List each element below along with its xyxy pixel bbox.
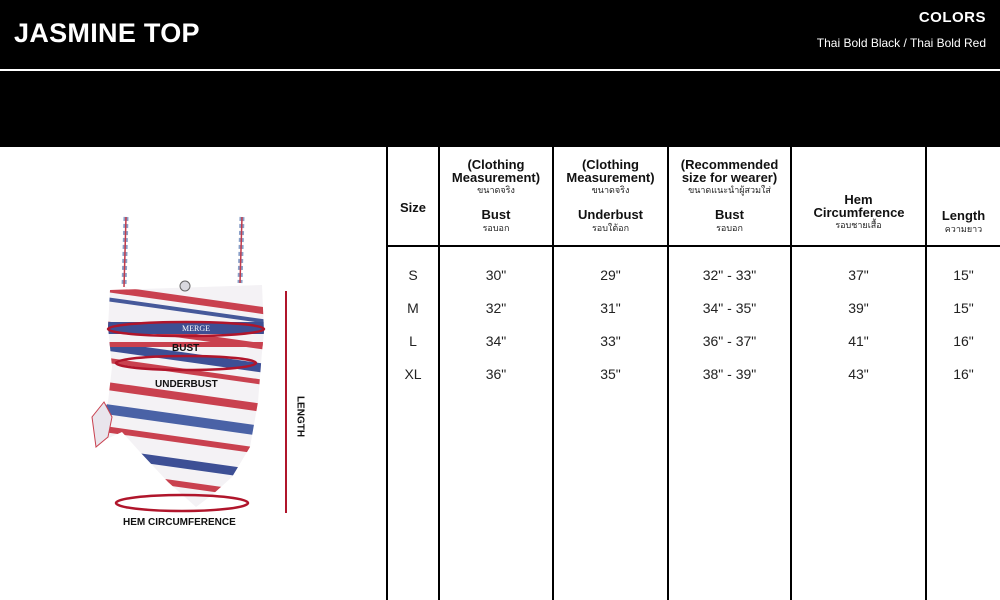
column-header-size xyxy=(388,147,438,245)
hem-label: HEM CIRCUMFERENCE xyxy=(123,517,236,528)
column-header-length xyxy=(927,147,1000,245)
size-cell: XL xyxy=(404,366,422,382)
column-title-thai: รอบใต้อก xyxy=(591,223,630,233)
column-title: Bust xyxy=(481,207,511,222)
column-header-underbust xyxy=(554,147,667,245)
column-note: (Clothing Measurement) xyxy=(451,157,541,185)
measurement-cell: 15" xyxy=(953,267,974,283)
measurement-cell: 15" xyxy=(953,300,974,316)
measurement-cell: 31" xyxy=(600,300,621,316)
brooch-icon xyxy=(180,281,190,291)
underbust-label: UNDERBUST xyxy=(155,379,218,390)
measurement-cell: 33" xyxy=(600,333,621,349)
measurement-cell: 32" xyxy=(485,300,507,316)
measurement-cell: 38" - 39" xyxy=(702,366,757,382)
straps xyxy=(124,217,242,287)
column-title-thai: รอบอก xyxy=(716,223,743,233)
column-note-thai: ขนาดจริง xyxy=(477,185,515,195)
measurement-cell: 35" xyxy=(600,366,621,382)
column-title: Underbust xyxy=(578,207,643,222)
measurement-cell: 39" xyxy=(848,300,869,316)
column-title-thai: รอบอก xyxy=(482,223,510,233)
header-banner xyxy=(0,0,1000,147)
column-note: (Recommended size for wearer) xyxy=(680,157,779,185)
size-cell: L xyxy=(409,333,417,349)
column-title: Hem Circumference xyxy=(813,192,905,220)
measurement-cell: 43" xyxy=(848,366,869,382)
size-cell: M xyxy=(407,300,419,316)
measurement-cell: 16" xyxy=(953,366,974,382)
measurement-cell: 29" xyxy=(600,267,621,283)
column-title-thai: ความยาว xyxy=(944,224,983,234)
colors-label: COLORS xyxy=(918,9,986,26)
garment-body xyxy=(59,277,313,517)
measurement-cell: 36" - 37" xyxy=(702,333,757,349)
colors-value: Thai Bold Black / Thai Bold Red xyxy=(816,36,986,50)
measurement-cell: 34" xyxy=(485,333,507,349)
measurement-cell: 30" xyxy=(485,267,507,283)
column-note-thai: ขนาดจริง xyxy=(591,185,630,195)
jasmine-top-drawing xyxy=(0,147,386,600)
column-title-thai: รอบชายเสื้อ xyxy=(835,220,882,230)
measurement-cell: 37" xyxy=(848,267,869,283)
size-cell: S xyxy=(408,267,418,283)
header-divider xyxy=(0,69,1000,71)
garment-illustration xyxy=(0,147,386,600)
column-title: Length xyxy=(941,208,986,223)
length-label: LENGTH xyxy=(294,395,306,438)
column-header-bust xyxy=(440,147,552,245)
bust-label: BUST xyxy=(172,343,200,354)
column-title: Bust xyxy=(715,207,744,222)
measurement-cell: 34" - 35" xyxy=(702,300,757,316)
hem-marker xyxy=(116,495,248,511)
measurement-cell: 41" xyxy=(848,333,869,349)
column-note: (Clothing Measurement) xyxy=(566,157,655,185)
measurement-cell: 16" xyxy=(953,333,974,349)
column-note-thai: ขนาดแนะนำผู้สวมใส่ xyxy=(688,185,771,195)
header-row-divider xyxy=(387,245,1000,247)
print-text: MERGE xyxy=(182,324,210,333)
measurement-cell: 36" xyxy=(485,366,507,382)
column-header-recommended-bust xyxy=(669,147,790,245)
column-title: Size xyxy=(399,200,426,215)
column-header-hem xyxy=(792,147,925,245)
product-title: JASMINE TOP xyxy=(14,18,200,48)
measurement-cell: 32" - 33" xyxy=(702,267,757,283)
